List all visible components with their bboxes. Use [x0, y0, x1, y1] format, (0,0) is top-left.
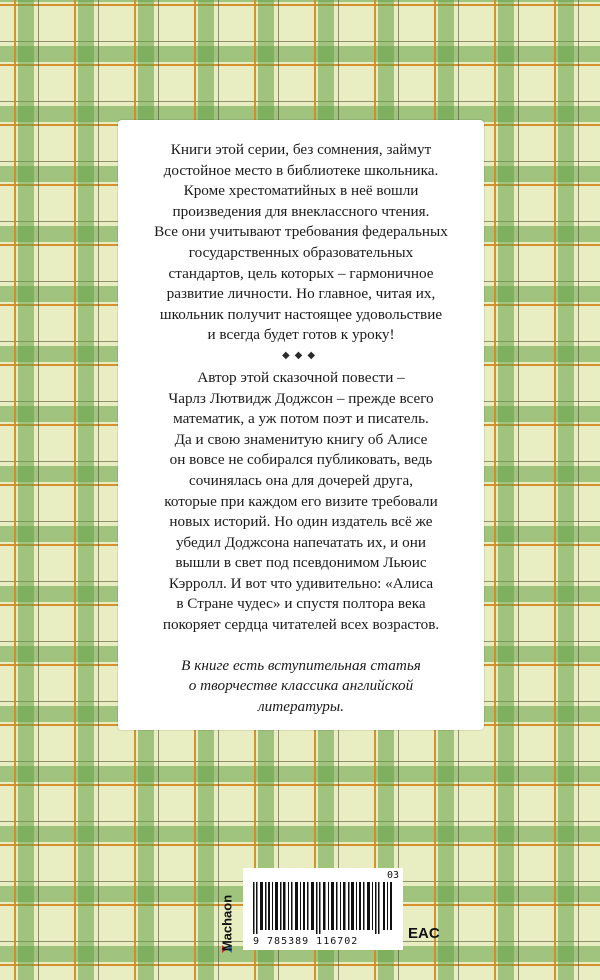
eac-certification-mark: EAC — [408, 925, 440, 942]
text-line: вышли в свет под псевдонимом Льюис — [175, 554, 427, 572]
text-line: которые при каждом его визите требовали — [164, 492, 438, 510]
text-line: математик, а уж потом поэт и писатель. — [173, 410, 429, 428]
text-line: школьник получит настоящее удовольствие — [159, 305, 443, 323]
intro-note-paragraph — [130, 656, 472, 718]
text-line: покоряет сердца читателей всех возрастов. — [162, 616, 440, 634]
text-line: Кроме хрестоматийных в неё вошли — [183, 182, 419, 200]
text-line: о творчестве классика английской — [188, 677, 414, 695]
text-line: и всегда будет готов к уроку! — [207, 326, 395, 344]
text-line: новых историй. Но один издатель всё же — [169, 513, 433, 531]
barcode-addon: 03 — [386, 870, 399, 881]
text-line: Кэрролл. И вот что удивительно: «Алиса — [168, 574, 434, 592]
isbn-number: 9 785389 116702 — [253, 936, 359, 947]
series-paragraph — [130, 140, 472, 346]
text-line: Чарлз Лютвидж Доджсон – прежде всего — [168, 389, 434, 407]
text-line: литературы. — [258, 697, 344, 715]
description-panel — [118, 120, 484, 730]
text-line: он вовсе не собирался публиковать, ведь — [169, 451, 433, 469]
publisher-name: Machaon — [219, 894, 235, 952]
text-line: Все они учитывают требования федеральных — [154, 223, 448, 241]
barcode-bars — [253, 882, 393, 934]
text-line: стандартов, цель которых – гармоничное — [168, 264, 434, 282]
text-line: в Стране чудес» и спустя полтора века — [176, 595, 426, 613]
text-line: сочинялась она для дочерей друга, — [189, 471, 413, 489]
text-line: Автор этой сказочной повести – — [197, 368, 405, 386]
text-line: убедил Доджсона напечатать их, и они — [176, 533, 426, 551]
text-line: Книги этой серии, без сомнения, займут — [170, 141, 432, 158]
text-line: Да и свою знаменитую книгу об Алисе — [174, 430, 428, 448]
isbn-barcode — [243, 868, 403, 950]
text-line: развитие личности. Но главное, читая их, — [166, 285, 436, 303]
book-paragraph — [130, 368, 472, 636]
text-line: произведения для внеклассного чтения. — [172, 202, 430, 220]
text-line: государственных образовательных — [188, 243, 414, 261]
publisher-logo — [213, 892, 241, 954]
text-line: достойное место в библиотеке школьника. — [163, 161, 439, 179]
text-line: В книге есть вступительная статья — [181, 656, 421, 674]
diamond-divider: ◆◆◆ — [281, 349, 321, 361]
